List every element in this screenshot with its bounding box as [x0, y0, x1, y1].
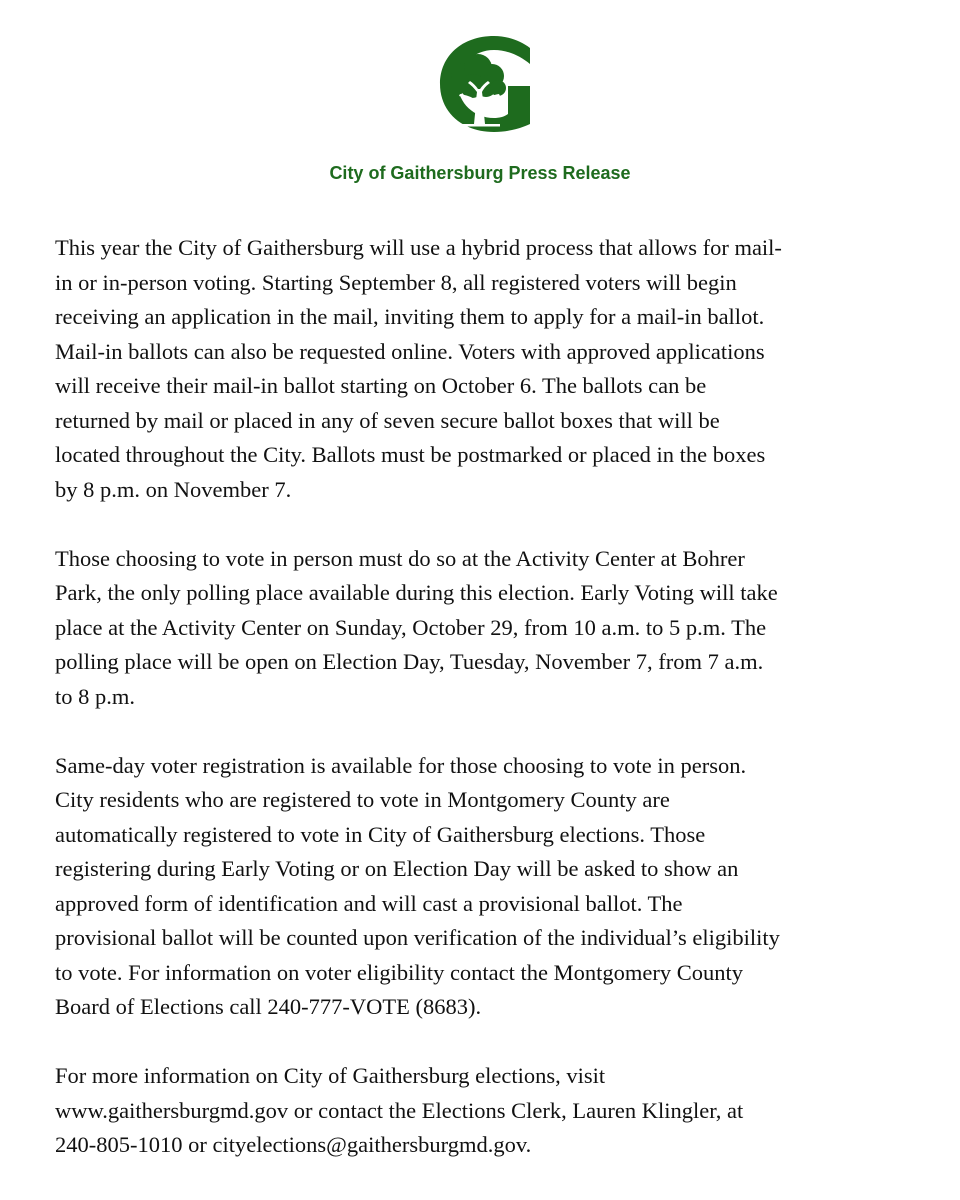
page-title: City of Gaithersburg Press Release — [329, 163, 631, 183]
text-line: by 8 p.m. on November 7. — [55, 476, 292, 502]
text-line: Board of Elections call 240-777-VOTE (8683). — [55, 994, 482, 1019]
text-line: place at the Activity Center on Sunday, October 29, from 10 a.m. to 5 p.m. The — [55, 614, 767, 640]
text-line: City residents who are registered to vote in Montgomery County are — [55, 787, 670, 812]
text-line: This year the City of Gaithersburg will use a hybrid process that allows for mail- — [55, 235, 782, 260]
text-line: to 8 p.m. — [55, 683, 136, 709]
text-line: 240-805-1010 or cityelections@gaithersburgmd.gov. — [55, 1132, 532, 1157]
text-line: Those choosing to vote in person must do so at the Activity Center at Bohrer — [55, 545, 745, 571]
text-line: located throughout the City. Ballots must be postmarked or placed in the boxes — [55, 442, 766, 467]
text-line: automatically registered to vote in City of Gaithersburg elections. Those — [55, 821, 706, 847]
text-line: polling place will be open on Election Day, Tuesday, November 7, from 7 a.m. — [55, 649, 764, 674]
text-line: registering during Early Voting or on Election Day will be asked to show an — [55, 856, 739, 881]
paragraph-registration — [55, 749, 925, 1025]
text-line: receiving an application in the mail, inviting them to apply for a mail-in ballot. — [55, 304, 765, 329]
press-release-body — [55, 231, 925, 1197]
text-line: to vote. For information on voter eligibility contact the Montgomery County — [55, 959, 744, 985]
paragraph-in-person-voting — [55, 542, 925, 715]
text-line: approved form of identification and will cast a provisional ballot. The — [55, 890, 683, 916]
city-logo-icon — [424, 30, 536, 138]
text-line: Same-day voter registration is available for those choosing to vote in person. — [55, 752, 747, 778]
text-line: in or in-person voting. Starting September 8, all registered voters will begin — [55, 269, 737, 295]
text-line: Park, the only polling place available during this election. Early Voting will take — [55, 580, 778, 605]
text-line: provisional ballot will be counted upon verification of the individual’s eligibility — [55, 925, 780, 950]
paragraph-contact-info — [55, 1059, 925, 1163]
text-line: returned by mail or placed in any of seven secure ballot boxes that will be — [55, 407, 720, 433]
paragraph-voting-process — [55, 231, 925, 507]
text-line: www.gaithersburgmd.gov or contact the Elections Clerk, Lauren Klingler, at — [55, 1097, 744, 1123]
text-line: Mail-in ballots can also be requested online. Voters with approved applications — [55, 338, 765, 364]
text-line: will receive their mail-in ballot starting on October 6. The ballots can be — [55, 373, 707, 398]
text-line: For more information on City of Gaithersburg elections, visit — [55, 1063, 606, 1088]
